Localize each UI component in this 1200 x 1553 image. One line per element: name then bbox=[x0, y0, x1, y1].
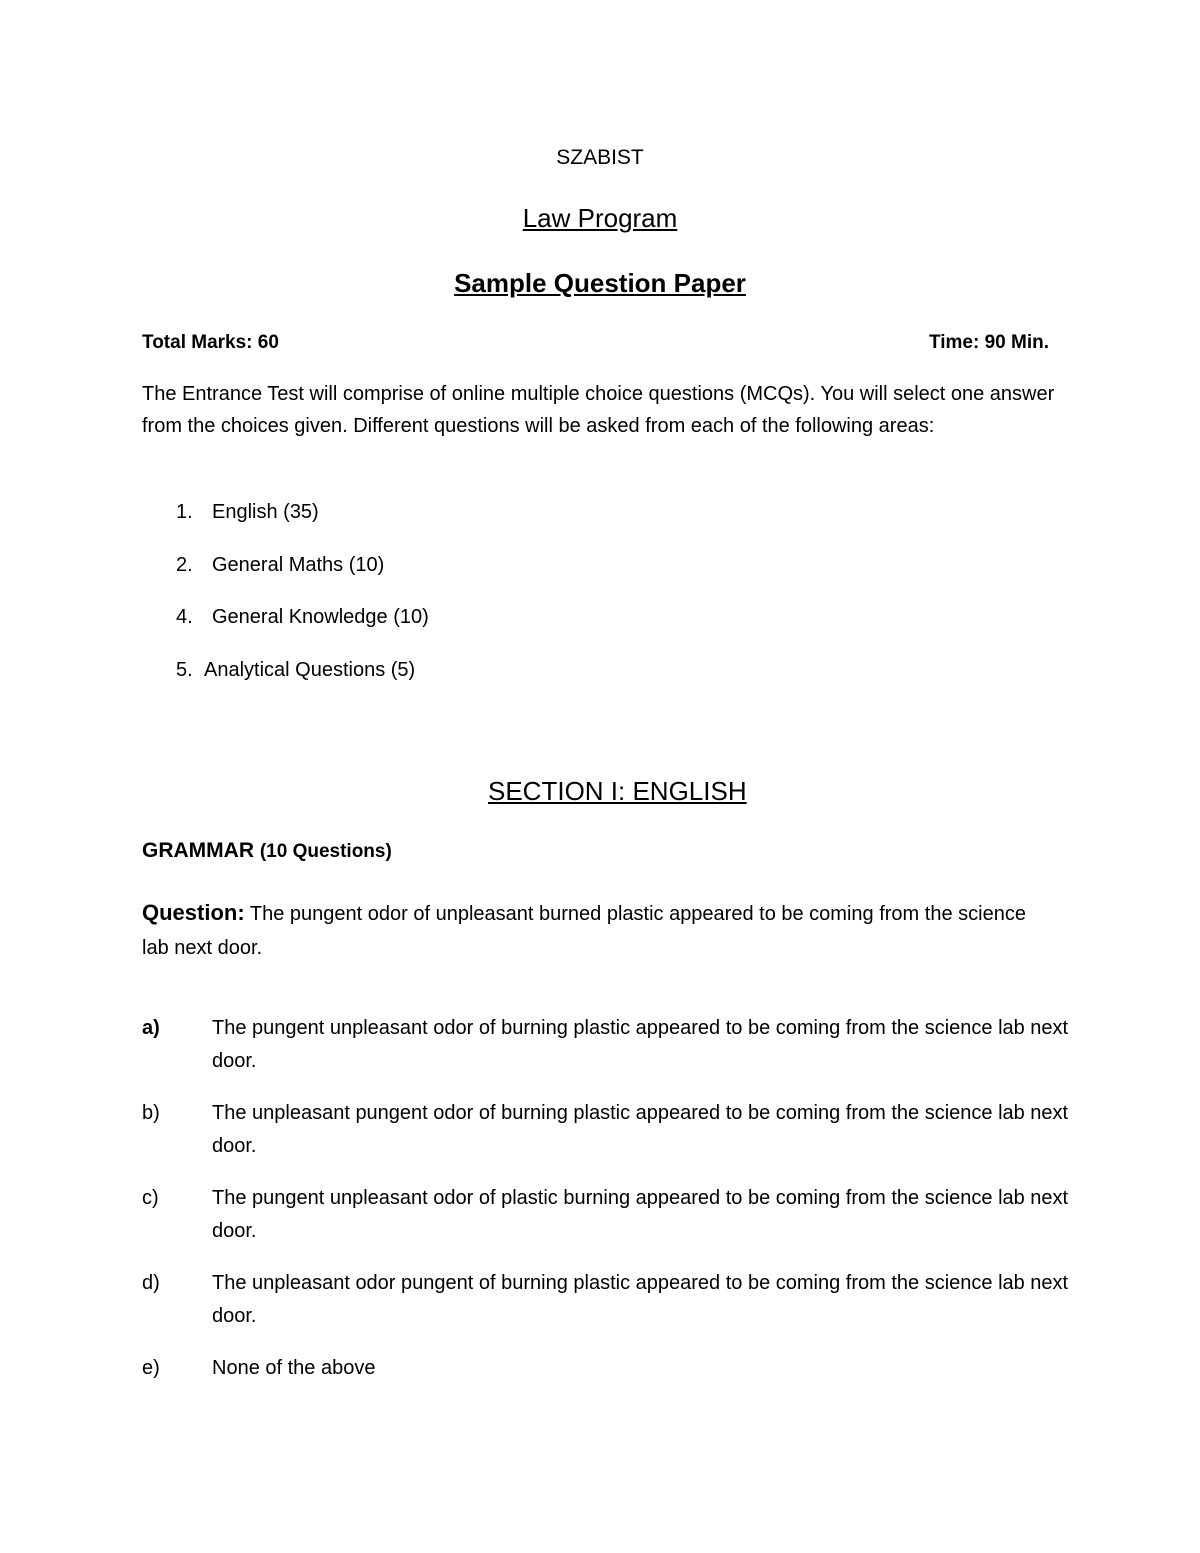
subsection-heading bbox=[142, 839, 392, 863]
option-text: The unpleasant pungent odor of burning plastic appeared to be coming from the science lab next door. bbox=[212, 1102, 1069, 1157]
option-letter: d) bbox=[142, 1272, 160, 1294]
list-item-number: 2. bbox=[176, 553, 193, 576]
question-label: Question: bbox=[142, 900, 245, 925]
answer-options bbox=[142, 1012, 1072, 1404]
list-item-number: 1. bbox=[176, 501, 193, 523]
option-letter: e) bbox=[142, 1357, 160, 1379]
program-title: Law Program bbox=[522, 203, 678, 233]
option-text: The pungent unpleasant odor of plastic burning appeared to be coming from the science lab next door. bbox=[212, 1187, 1069, 1242]
list-item bbox=[176, 654, 429, 707]
list-item-number: 5. bbox=[176, 658, 193, 681]
list-item-label: General Knowledge (10) bbox=[212, 606, 429, 628]
list-item-number: 4. bbox=[176, 606, 193, 628]
time-limit: Time: 90 Min. bbox=[928, 332, 1049, 353]
list-item bbox=[176, 549, 429, 602]
answer-option bbox=[142, 1182, 1072, 1248]
option-letter: c) bbox=[142, 1187, 159, 1209]
areas-list bbox=[176, 496, 429, 706]
subsection-title: GRAMMAR bbox=[142, 839, 254, 862]
institution-name: SZABIST bbox=[556, 146, 644, 169]
list-item bbox=[176, 601, 429, 654]
option-text: The pungent unpleasant odor of burning plastic appeared to be coming from the science lab next door. bbox=[212, 1017, 1069, 1072]
option-text: None of the above bbox=[212, 1357, 376, 1379]
question-block bbox=[142, 896, 1042, 965]
option-letter: b) bbox=[142, 1102, 160, 1124]
option-text: The unpleasant odor pungent of burning plastic appeared to be coming from the science lab next door. bbox=[212, 1272, 1069, 1327]
question-text: The pungent odor of unpleasant burned plastic appeared to be coming from the science lab next door. bbox=[142, 903, 1026, 959]
answer-option bbox=[142, 1097, 1072, 1163]
list-item-label: English (35) bbox=[212, 501, 319, 523]
list-item-label: Analytical Questions (5) bbox=[204, 658, 416, 681]
list-item-label: General Maths (10) bbox=[212, 553, 385, 576]
total-marks: Total Marks: 60 bbox=[142, 332, 279, 353]
answer-option bbox=[142, 1352, 1072, 1385]
intro-paragraph: The Entrance Test will comprise of online multiple choice questions (MCQs). You will select one answer from the choices given. Different questions will be asked from each of the following areas: bbox=[142, 383, 1055, 437]
paper-title: Sample Question Paper bbox=[454, 268, 746, 298]
answer-option bbox=[142, 1012, 1072, 1078]
option-letter: a) bbox=[142, 1017, 160, 1039]
answer-option bbox=[142, 1267, 1072, 1333]
section-title: SECTION I: ENGLISH bbox=[488, 776, 747, 806]
subsection-note: (10 Questions) bbox=[259, 841, 392, 862]
list-item bbox=[176, 496, 429, 549]
